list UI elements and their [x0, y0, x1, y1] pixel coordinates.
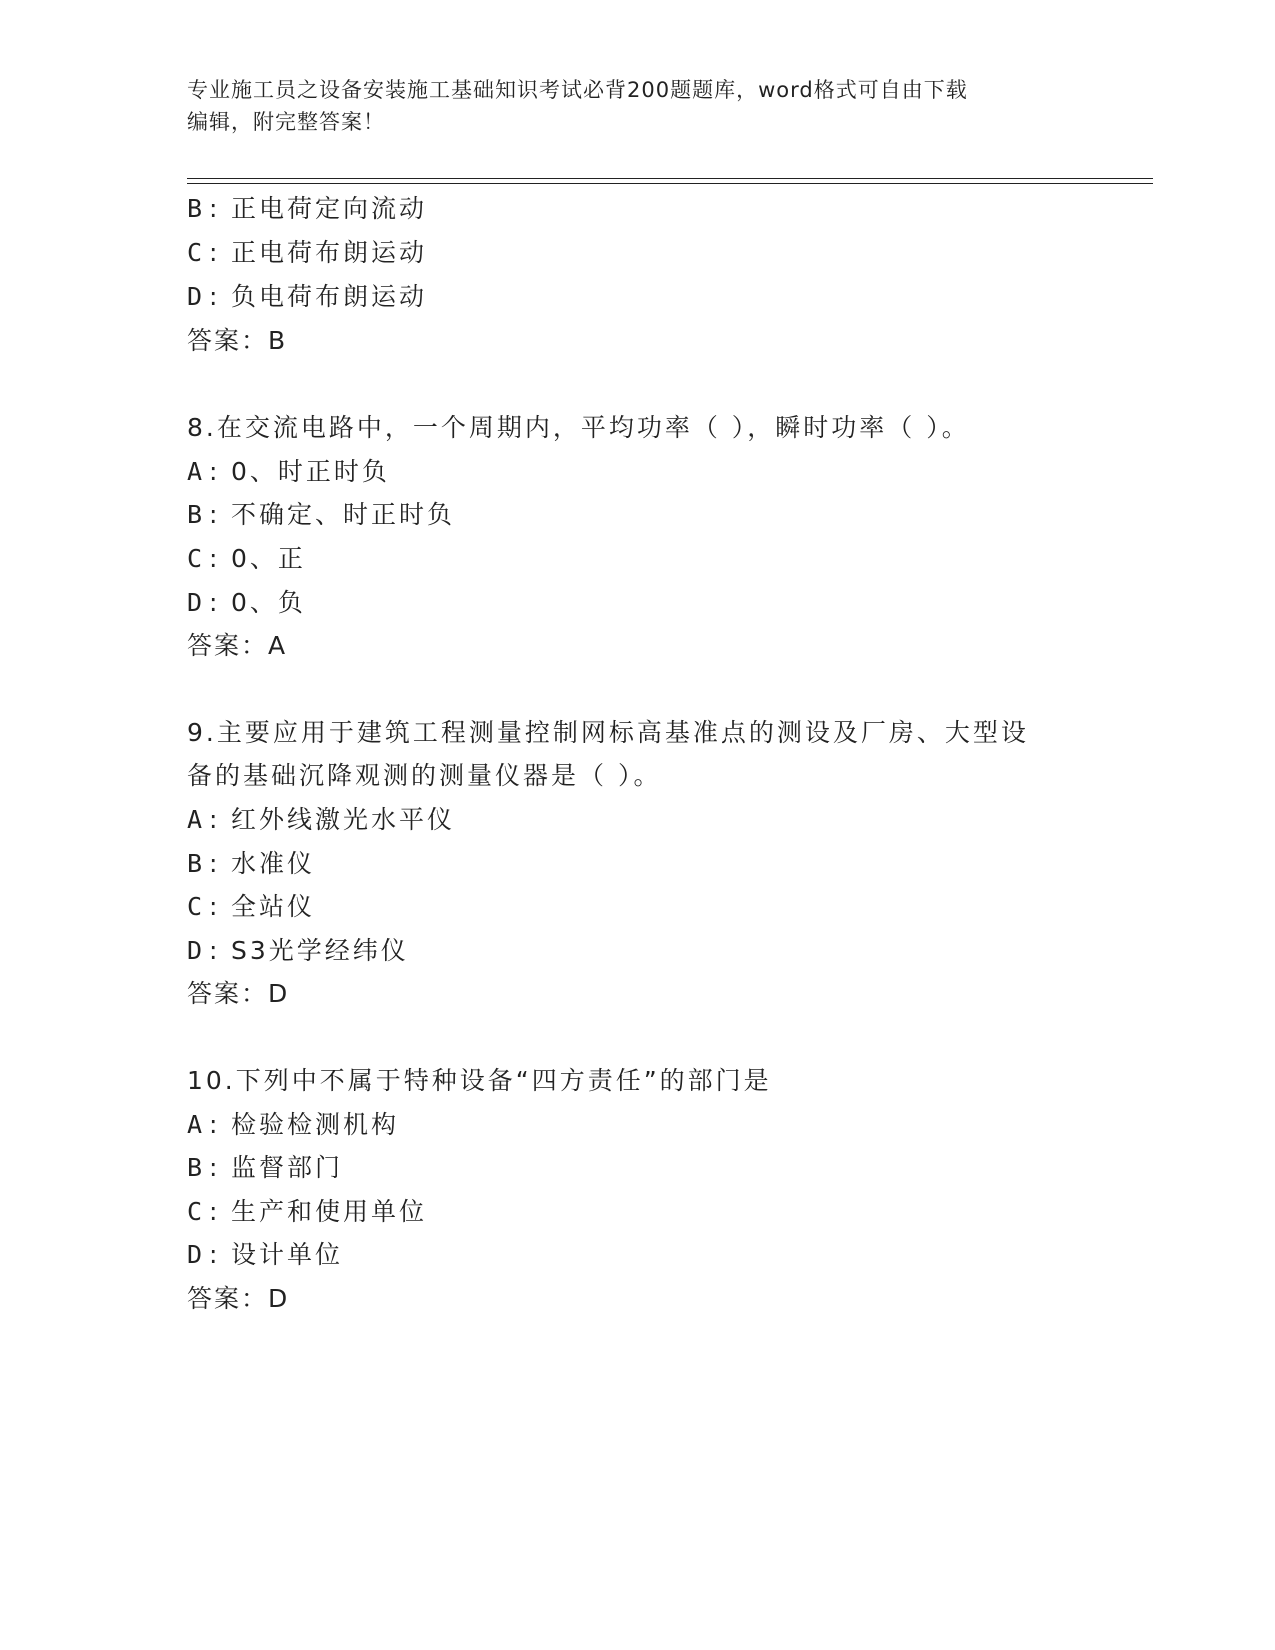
option-letter: C: [187, 238, 203, 267]
q8-option-c: C : 0、正: [187, 544, 306, 573]
option-text: 0、负: [231, 588, 306, 617]
option-letter: D: [187, 936, 203, 965]
option-letter: D: [187, 1240, 203, 1269]
q9-option-c: C : 全站仪: [187, 892, 316, 921]
option-text: 不确定、时正时负: [231, 500, 456, 529]
option-text: 正电荷布朗运动: [231, 238, 428, 267]
header-title-line-1: 专业施工员之设备安装施工基础知识考试必背200题题库，word格式可自由下载: [187, 78, 968, 102]
q9-option-a: A : 红外线激光水平仪: [187, 805, 456, 834]
option-text: S3光学经纬仪: [231, 936, 409, 965]
q10-option-d: D : 设计单位: [187, 1240, 344, 1269]
q7-answer: 答案：B: [187, 326, 288, 355]
q9-stem-line-1: 9.主要应用于建筑工程测量控制网标高基准点的测设及厂房、大型设: [187, 718, 1029, 747]
option-letter: A: [187, 1110, 203, 1139]
q10-stem: 10.下列中不属于特种设备“四方责任”的部门是: [187, 1066, 772, 1095]
q7-option-b: B : 正电荷定向流动: [187, 194, 428, 223]
q10-option-c: C : 生产和使用单位: [187, 1197, 428, 1226]
option-text: 红外线激光水平仪: [231, 805, 456, 834]
q8-option-b: B : 不确定、时正时负: [187, 500, 456, 529]
option-text: 设计单位: [231, 1240, 344, 1269]
option-text: 生产和使用单位: [231, 1197, 428, 1226]
header-title-line-2: 编辑，附完整答案！: [187, 110, 385, 134]
option-text: 负电荷布朗运动: [231, 282, 428, 311]
q7-option-c: C : 正电荷布朗运动: [187, 238, 428, 267]
document-header: [187, 74, 1067, 138]
q9-answer: 答案：D: [187, 979, 290, 1008]
q10-answer: 答案：D: [187, 1284, 290, 1313]
option-text: 监督部门: [231, 1153, 344, 1182]
option-text: 全站仪: [231, 892, 316, 921]
q8-stem: 8.在交流电路中，一个周期内，平均功率（ ），瞬时功率（ ）。: [187, 413, 970, 442]
q10-option-b: B : 监督部门: [187, 1153, 344, 1182]
option-text: 水准仪: [231, 849, 316, 878]
option-letter: D: [187, 282, 203, 311]
option-text: 正电荷定向流动: [231, 194, 428, 223]
option-text: 0、正: [231, 544, 306, 573]
header-divider-top: [187, 178, 1153, 179]
header-divider-bottom: [187, 183, 1153, 184]
option-letter: B: [187, 500, 203, 529]
option-text: 0、时正时负: [231, 457, 390, 486]
q8-option-a: A : 0、时正时负: [187, 457, 390, 486]
q8-option-d: D : 0、负: [187, 588, 306, 617]
q9-stem-line-2: 备的基础沉降观测的测量仪器是（ ）。: [187, 761, 662, 790]
option-letter: C: [187, 1197, 203, 1226]
option-letter: B: [187, 849, 203, 878]
option-letter: C: [187, 544, 203, 573]
option-text: 检验检测机构: [231, 1110, 400, 1139]
option-letter: A: [187, 805, 203, 834]
option-letter: D: [187, 588, 203, 617]
q8-answer: 答案：A: [187, 631, 288, 660]
q9-option-b: B : 水准仪: [187, 849, 316, 878]
option-letter: C: [187, 892, 203, 921]
option-letter: B: [187, 1153, 203, 1182]
q7-option-d: D : 负电荷布朗运动: [187, 282, 428, 311]
option-letter: B: [187, 194, 203, 223]
q10-option-a: A : 检验检测机构: [187, 1110, 400, 1139]
option-letter: A: [187, 457, 203, 486]
q9-option-d: D : S3光学经纬仪: [187, 936, 409, 965]
